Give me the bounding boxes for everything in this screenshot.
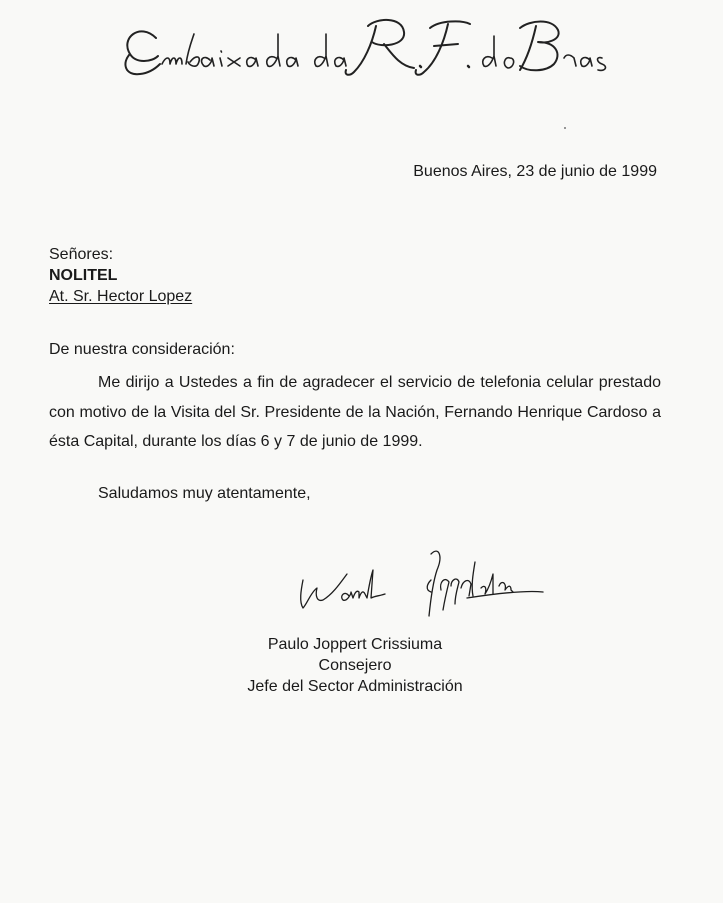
closing-line: Saludamos muy atentamente, <box>98 485 311 502</box>
signer-name: Paulo Joppert Crissiuma <box>267 636 443 653</box>
addressee-greeting: Señores: <box>49 246 114 263</box>
body-paragraph: Me dirijo a Ustedes a fin de agradecer el servicio de telefonia celular prestado con motivo de la Visita del Sr. Presidente de la Nación, Fernando Henrique Cardoso a ésta Capital, durante los días 6 y 7 de junio de 1999. <box>49 374 661 450</box>
handwritten-signature <box>293 540 553 620</box>
signer-department: Jefe del Sector Administración <box>247 678 463 695</box>
paper-speck <box>564 127 566 129</box>
addressee-attention: At. Sr. Hector Lopez <box>49 288 193 305</box>
letter-date: Buenos Aires, 23 de junio de 1999 <box>413 163 657 180</box>
signer-block <box>215 634 495 697</box>
salutation: De nuestra consideración: <box>49 341 235 358</box>
signer-title: Consejero <box>318 657 392 674</box>
addressee-company: NOLITEL <box>49 267 118 284</box>
addressee-block <box>49 244 192 307</box>
embassy-letterhead-logo <box>118 10 608 90</box>
